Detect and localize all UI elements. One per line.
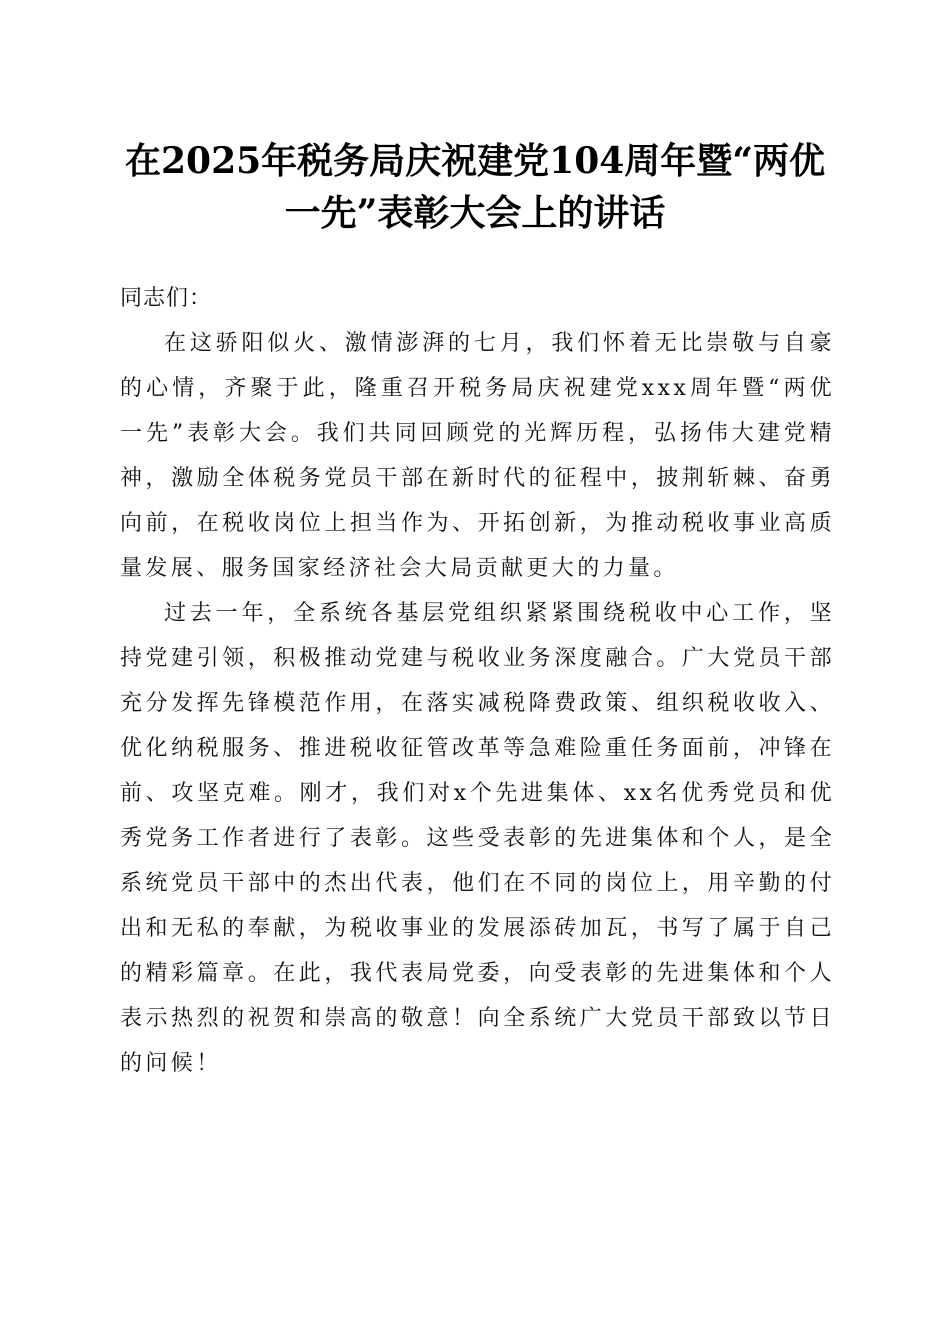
title-line-1: 在2025年税务局庆祝建党104周年暨“两优 bbox=[124, 140, 826, 182]
paragraph-2: 过去一年，全系统各基层党组织紧紧围绕税收中心工作，坚持党建引领，积极推动党建与税收业务深度融合。广大党员干部充分发挥先锋模范作用，在落实减税降费政策、组织税收收入、优化纳税服务、推进税收征管改革等急难险重任务面前，冲锋在前、攻坚克难。刚才，我们对x个先进集体、xx名优秀党员和优秀党务工作者进行了表彰。这些受表彰的先进集体和个人，是全系统党员干部中的杰出代表，他们在不同的岗位上，用辛勤的付出和无私的奉献，为税收事业的发展添砖加瓦，书写了属于自己的精彩篇章。在此，我代表局党委，向受表彰的先进集体和个人表示热烈的祝贺和崇高的敬意！向全系统广大党员干部致以节日的问候！ bbox=[120, 601, 835, 1076]
salutation: 同志们： bbox=[120, 286, 213, 311]
title-line-2: 一先”表彰大会上的讲话 bbox=[284, 192, 666, 234]
document-title bbox=[110, 135, 840, 239]
document-body bbox=[120, 276, 835, 1086]
paragraph-1: 在这骄阳似火、激情澎湃的七月，我们怀着无比崇敬与自豪的心情，齐聚于此，隆重召开税务局庆祝建党xxx周年暨“两优一先”表彰大会。我们共同回顾党的光辉历程，弘扬伟大建党精神，激励全体税务党员干部在新时代的征程中，披荆斩棘、奋勇向前，在税收岗位上担当作为、开拓创新，为推动税收事业高质量发展、服务国家经济社会大局贡献更大的力量。 bbox=[120, 331, 835, 581]
